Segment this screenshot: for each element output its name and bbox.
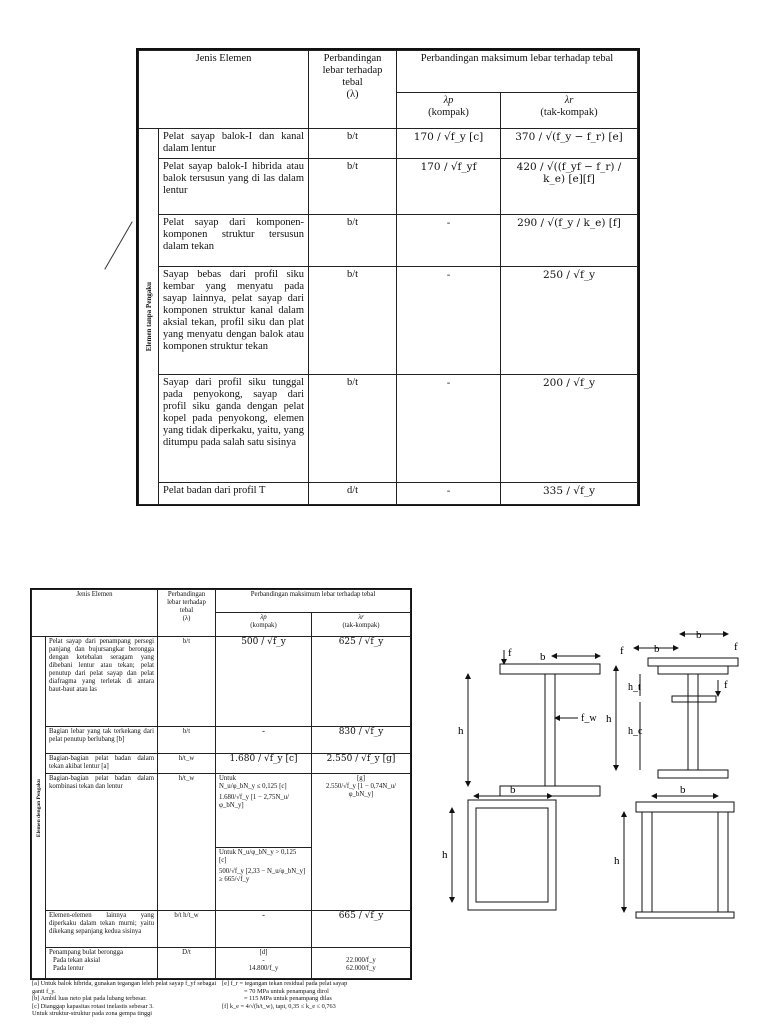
- label-h: h: [614, 855, 620, 867]
- value-a: -: [262, 957, 265, 965]
- table-row: [139, 129, 638, 159]
- row-ratio: b/t: [309, 215, 397, 267]
- value-note: [d]: [259, 949, 268, 957]
- header-perbandingan: Perbandingan lebar terhadap tebal (λ): [158, 590, 216, 637]
- row-lambda-r: 830 / √f_y: [312, 727, 411, 754]
- header-lambda-r: λr (tak-kompak): [501, 93, 638, 129]
- row-desc: Pelat sayap balok-I hibrida atau balok tersusun yang di las dalam lentur: [159, 159, 309, 215]
- row-desc: Bagian lebar yang tak terkekang dari pelat penutup berlubang [b]: [46, 727, 158, 754]
- value-b: 62.000/f_y: [346, 965, 376, 973]
- value-b: 14.800/f_y: [248, 965, 279, 973]
- condition-intro: Untuk: [219, 849, 236, 857]
- row-desc: Pelat sayap dari penampang persegi panjang dan bujursangkar berongga dengan ketebalan seragam yang dibebani lentur atau tekan; pelat penutup dari pelat sayap dan pelat diafragma yang terletak di antara baut-baut atau las: [46, 637, 158, 727]
- table-bottom: [30, 588, 412, 980]
- condition-formula: 500/√f_y [2,33 − N_u/φ_bN_y] ≥ 665/√f_y: [219, 868, 306, 884]
- side-label: Elemen tanpa Pengaku: [144, 281, 153, 352]
- row-lambda-r: 420 / √((f_yf − f_r) / k_e) [e][f]: [501, 159, 638, 215]
- built-up-section-diagram: [606, 629, 738, 778]
- row-ratio: b/t h/t_w: [158, 911, 216, 948]
- header-lambda-p: λp (kompak): [397, 93, 501, 129]
- row-lambda-p: 500 / √f_y: [216, 637, 312, 727]
- row-lambda-r: 290 / √(f_y / k_e) [f]: [501, 215, 638, 267]
- label-b: b: [654, 643, 660, 655]
- condition-intro: Untuk: [219, 775, 236, 783]
- row-desc-sub: Pada tekan aksial: [53, 957, 101, 965]
- row-lambda-r-cell: [312, 774, 411, 911]
- condition-text: N_u/φ_bN_y ≤ 0,125 [c]: [219, 783, 287, 791]
- row-lambda-r: 250 / √f_y: [501, 267, 638, 375]
- row-ratio: h/t_w: [158, 753, 216, 773]
- row-desc: Bagian-bagian pelat badan dalam tekan akibat lentur [a]: [46, 753, 158, 773]
- label-fw: f_w: [581, 713, 597, 724]
- footnote: Untuk struktur-struktur pada zona gempa tinggi: [32, 1010, 153, 1018]
- side-label-cell: [139, 129, 159, 505]
- condition-formula: 1.680/√f_y [1 − 2,75N_u/φ_bN_y]: [219, 794, 290, 810]
- condition-text: N_u/φ_bN_y > 0,125: [237, 849, 297, 857]
- table-row: [139, 375, 638, 483]
- section-diagrams: [428, 620, 768, 920]
- label-f: f: [508, 647, 512, 659]
- table-row: [32, 911, 411, 948]
- row-lambda-p: -: [397, 267, 501, 375]
- table-row: [32, 637, 411, 727]
- rectangular-hollow-section-diagram: [442, 784, 556, 910]
- row-lambda-p: 1.680 / √f_y [c]: [216, 753, 312, 773]
- footnotes-left: [32, 980, 218, 1018]
- row-desc-main: Penampang bulat berongga: [49, 949, 123, 957]
- row-lambda-p: 170 / √f_y [c]: [397, 129, 501, 159]
- footnote: [f] k_e = 4/√(h/t_w), tapi, 0,35 ≤ k_e ≤ 0,763: [222, 1002, 336, 1010]
- row-desc: Sayap bebas dari profil siku kembar yang menyatu pada sayap lainnya, pelat sayap dari komponen struktur kanal dalam aksial tekan, profil siku dan plat yang menyatu dengan balok atau komponen struktur tekan: [159, 267, 309, 375]
- row-ratio: b/t: [309, 375, 397, 483]
- table-row: [139, 483, 638, 505]
- label-h: h: [442, 849, 448, 861]
- table-top: [136, 48, 640, 506]
- row-desc: Bagian-bagian pelat badan dalam kombinasi tekan dan lentur: [46, 774, 158, 911]
- footnote: = 70 MPa untuk penampang dirol: [244, 987, 329, 995]
- table-row: [32, 727, 411, 754]
- table-row: [32, 774, 411, 911]
- label-b: b: [540, 651, 546, 663]
- label-f: f: [724, 679, 728, 691]
- row-ratio: h/t_w: [158, 774, 216, 911]
- row-desc: Pelat sayap balok-I dan kanal dalam lentur: [159, 129, 309, 159]
- label-ht: h_t: [628, 682, 641, 693]
- label-b: b: [696, 629, 702, 641]
- row-desc: Elemen-elemen lainnya yang diperkaku dalam tekan murni; yaitu dikekang sepanjang kedua sisinya: [46, 911, 158, 948]
- table-row: [139, 215, 638, 267]
- condition-note: [c]: [219, 857, 227, 865]
- footnotes-right: [222, 980, 412, 1010]
- row-desc: Pelat badan dari profil T: [159, 483, 309, 505]
- table-row: [32, 753, 411, 773]
- row-lambda-p: -: [397, 483, 501, 505]
- decorative-line: [104, 221, 132, 269]
- footnote: = 115 MPa untuk penampang dilas: [244, 995, 332, 1003]
- row-lambda-p: 170 / √f_yf: [397, 159, 501, 215]
- footnote: [b] Ambil luas neto plat pada lubang terbesar.: [32, 995, 147, 1003]
- table-row: [32, 948, 411, 979]
- i-beam-diagram: [458, 647, 600, 796]
- row-ratio: b/t: [309, 159, 397, 215]
- footnote: [c] Dianggap kapasitas rotasi inelastis sebesar 3.: [32, 1002, 154, 1010]
- row-lambda-p: -: [397, 375, 501, 483]
- label-f: f: [620, 645, 624, 657]
- value-a: 22.000/f_y: [346, 957, 376, 965]
- header-jenis-elemen: Jenis Elemen: [139, 51, 309, 129]
- row-desc: Pelat sayap dari komponen-komponen struktur tersusun dalam tekan: [159, 215, 309, 267]
- row-lambda-r: 2.550 / √f_y [g]: [312, 753, 411, 773]
- box-section-diagram: [614, 784, 734, 918]
- header-lambda-r: λr (tak-kompak): [312, 612, 411, 637]
- label-b: b: [510, 784, 516, 796]
- label-b: b: [680, 784, 686, 796]
- row-lambda-p: -: [216, 727, 312, 754]
- row-ratio: d/t: [309, 483, 397, 505]
- footnote: [e] f_r = tegangan tekan residual pada pelat sayap: [222, 980, 348, 987]
- row-lambda-r-cell: [312, 948, 411, 979]
- header-jenis-elemen: Jenis Elemen: [32, 590, 158, 637]
- condition-formula: 2.550/√f_y [1 − 0,74N_u/φ_bN_y]: [325, 783, 397, 799]
- row-lambda-p: -: [216, 911, 312, 948]
- header-perbandingan: Perbandingan lebar terhadap tebal (λ): [309, 51, 397, 129]
- row-lambda-r: 200 / √f_y: [501, 375, 638, 483]
- header-maksimum: Perbandingan maksimum lebar terhadap tebal: [397, 51, 638, 93]
- row-lambda-p-cell: [216, 774, 312, 911]
- table-row: [139, 159, 638, 215]
- label-f: f: [734, 641, 738, 653]
- row-ratio: b/t: [158, 727, 216, 754]
- row-lambda-r: 665 / √f_y: [312, 911, 411, 948]
- header-lambda-p: λp (kompak): [216, 612, 312, 637]
- row-lambda-p: -: [397, 215, 501, 267]
- row-lambda-p-cell: [216, 948, 312, 979]
- row-desc: Sayap dari profil siku tunggal pada penyokong, sayap dari profil siku ganda dengan pelat kopel pada penyokong, elemen yang tidak diperkaku, yaitu, yang ditumpu pada salah satu sisinya: [159, 375, 309, 483]
- table-row: [139, 267, 638, 375]
- row-desc-sub: Pada lentur: [53, 965, 84, 973]
- row-ratio: b/t: [309, 129, 397, 159]
- label-h: h: [606, 713, 612, 725]
- row-ratio: D/t: [158, 948, 216, 979]
- row-ratio: b/t: [158, 637, 216, 727]
- condition-note: [g]: [357, 775, 365, 783]
- row-lambda-r: 370 / √(f_y − f_r) [e]: [501, 129, 638, 159]
- condition-b: [216, 848, 311, 885]
- row-desc: [46, 948, 158, 979]
- side-label: Elemen dengan Pengaku: [35, 778, 42, 837]
- side-label-cell: [32, 637, 46, 979]
- header-maksimum: Perbandingan maksimum lebar terhadap tebal: [216, 590, 411, 613]
- row-lambda-r: 335 / √f_y: [501, 483, 638, 505]
- label-h: h: [458, 725, 464, 737]
- footnote: [a] Untuk balok hibrida, gunakan tegangan leleh pelat sayap f_yf sebagai ganti f_y.: [32, 980, 217, 995]
- label-hc: h_c: [628, 726, 643, 737]
- row-lambda-r: 625 / √f_y: [312, 637, 411, 727]
- row-ratio: b/t: [309, 267, 397, 375]
- condition-a: [216, 774, 311, 848]
